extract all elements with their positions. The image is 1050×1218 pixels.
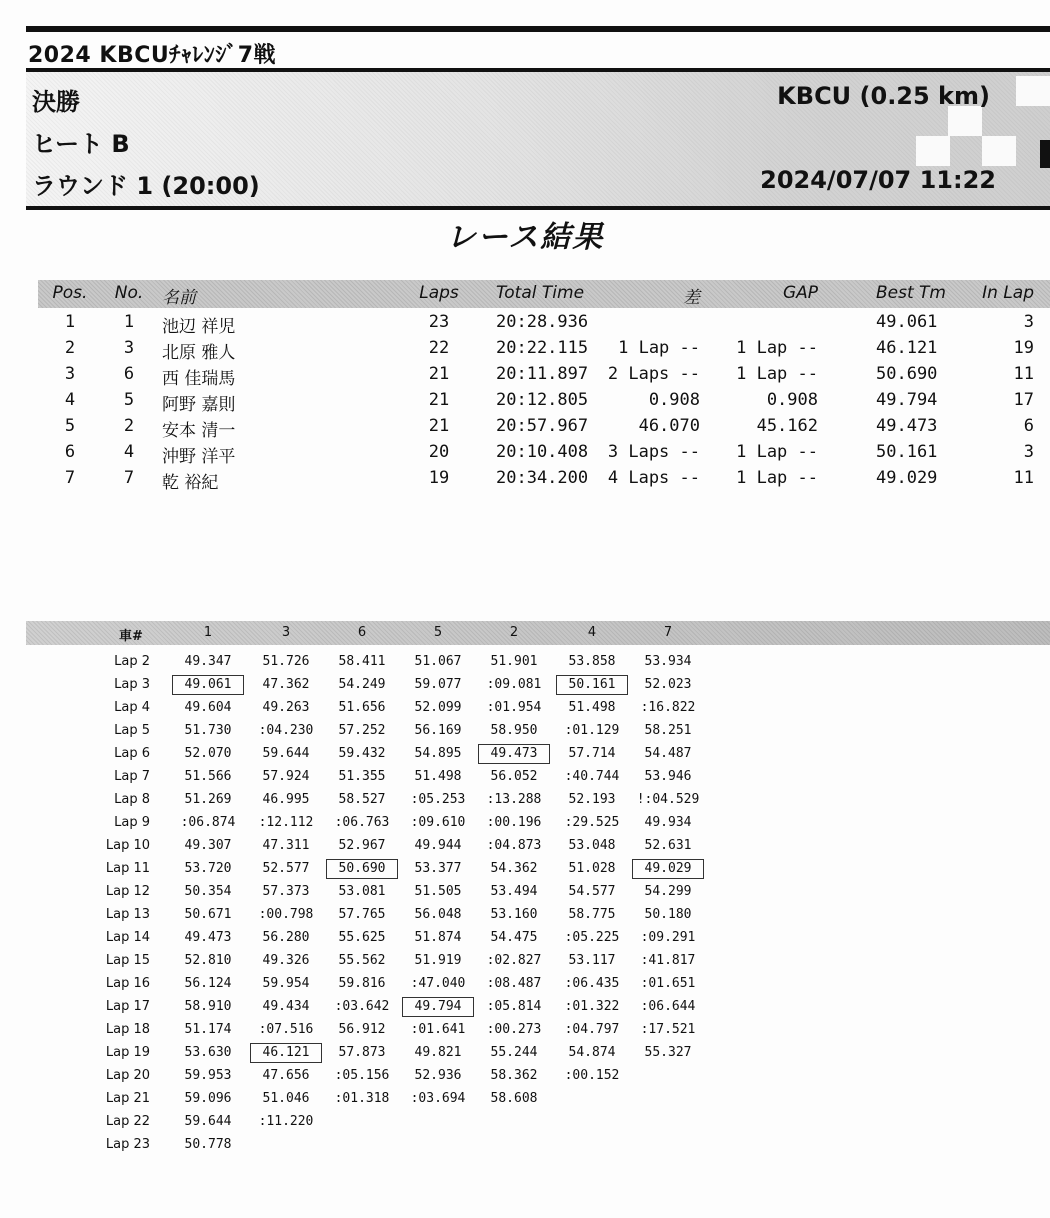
lap-time-cell: 59.644 [184,1114,232,1129]
result-laps: 19 [428,468,450,488]
lap-time-cell: 53.160 [490,907,538,922]
lap-time-cell: 52.936 [414,1068,462,1083]
lap-time-cell: 53.117 [568,953,616,968]
lap-label: Lap 8 [114,792,150,807]
result-diff: 2 Laps -- [607,364,700,384]
best-lap-time-cell: 49.473 [478,744,550,764]
lap-row [0,723,1050,746]
lap-time-cell: 53.048 [568,838,616,853]
result-gap: 1 Lap -- [736,442,818,462]
lap-label: Lap 5 [114,723,150,738]
lap-time-cell: 55.625 [338,930,386,945]
round-info: ラウンド 1 (20:00) [32,172,260,200]
lap-time-cell: 57.765 [338,907,386,922]
lap-row [0,1068,1050,1091]
result-total-time: 20:10.408 [496,442,589,462]
lap-time-cell: 49.326 [262,953,310,968]
result-driver-name: 池辺 祥児 [162,317,236,337]
lap-time-cell: 51.355 [338,769,386,784]
lap-label: Lap 11 [105,861,150,876]
result-laps: 21 [428,364,450,384]
lap-time-cell: 52.967 [338,838,386,853]
lap-time-cell: :04.873 [486,838,542,853]
lap-row [0,930,1050,953]
result-row [0,364,1050,390]
lap-time-cell: 53.630 [184,1045,232,1060]
result-total-time: 20:22.115 [496,338,589,358]
lap-time-cell: 51.046 [262,1091,310,1106]
lap-time-cell: 59.816 [338,976,386,991]
result-car-number: 5 [123,390,135,410]
lap-time-cell: 47.311 [262,838,310,853]
result-row [0,468,1050,494]
lap-time-cell: 54.299 [644,884,692,899]
result-in-lap: 17 [1013,390,1034,410]
lap-time-cell: 59.077 [414,677,462,692]
result-gap: 1 Lap -- [736,364,818,384]
lap-label: Lap 7 [114,769,150,784]
lap-label: Lap 3 [114,677,150,692]
lap-time-cell: :09.291 [640,930,696,945]
result-diff: 46.070 [638,416,700,436]
lap-time-cell: 51.730 [184,723,232,738]
lap-time-cell: 59.953 [184,1068,232,1083]
lap-row [0,746,1050,769]
lap-row [0,677,1050,700]
lap-time-cell: !:04.529 [636,792,700,807]
lap-time-cell: 55.327 [644,1045,692,1060]
lap-time-cell: 57.924 [262,769,310,784]
track-info: KBCU (0.25 km) [777,82,990,110]
lap-time-cell: :01.129 [564,723,620,738]
lap-label: Lap 21 [105,1091,150,1106]
col-header-no: No. [114,283,144,303]
lap-time-cell: 51.505 [414,884,462,899]
lap-time-cell: :01.318 [334,1091,390,1106]
checker-square [948,106,982,136]
lap-time-cell: :05.156 [334,1068,390,1083]
lap-time-cell: 51.269 [184,792,232,807]
lap-time-cell: 52.631 [644,838,692,853]
lap-time-cell: 49.944 [414,838,462,853]
lap-time-cell: 53.081 [338,884,386,899]
result-car-number: 4 [123,442,135,462]
lap-time-cell: :01.651 [640,976,696,991]
result-gap: 1 Lap -- [736,468,818,488]
lap-label: Lap 22 [105,1114,150,1129]
result-driver-name: 安本 清一 [162,421,236,441]
result-pos: 6 [64,442,76,462]
lap-time-cell: 47.362 [262,677,310,692]
car-column-header: 1 [203,625,213,640]
lap-time-cell: :07.516 [258,1022,314,1037]
results-header-row [38,280,1050,308]
result-diff: 4 Laps -- [607,468,700,488]
result-laps: 21 [428,390,450,410]
col-header-total: Total Time [496,283,585,303]
result-best-time: 46.121 [876,338,938,358]
result-diff: 3 Laps -- [607,442,700,462]
result-car-number: 7 [123,468,135,488]
col-header-diff: 差 [683,288,700,308]
result-car-number: 6 [123,364,135,384]
lap-row [0,700,1050,723]
event-title: 2024 KBCUﾁｬﾚﾝｼﾞ7戦 [28,43,277,68]
lap-time-cell: 57.714 [568,746,616,761]
lap-row [0,815,1050,838]
lap-time-cell: 50.778 [184,1137,232,1152]
lap-time-cell: 58.411 [338,654,386,669]
top-rule [26,26,1050,32]
lap-time-cell: 51.067 [414,654,462,669]
lap-time-cell: 53.494 [490,884,538,899]
car-column-header: 4 [587,625,597,640]
document-title: レース結果 [445,220,605,255]
lap-row [0,792,1050,815]
lap-row [0,769,1050,792]
col-header-best: Best Tm [876,283,946,303]
best-lap-time-cell: 46.121 [250,1043,322,1063]
result-pos: 1 [64,312,76,332]
lap-time-cell: 53.946 [644,769,692,784]
lap-time-cell: :05.225 [564,930,620,945]
lap-time-cell: 56.169 [414,723,462,738]
result-gap: 45.162 [756,416,818,436]
result-total-time: 20:12.805 [496,390,589,410]
result-gap: 0.908 [766,390,818,410]
lap-time-cell: 51.901 [490,654,538,669]
lap-time-cell: 54.487 [644,746,692,761]
lap-time-cell: 52.070 [184,746,232,761]
lap-time-cell: :13.288 [486,792,542,807]
lap-label: Lap 23 [105,1137,150,1152]
lap-time-cell: 56.124 [184,976,232,991]
lap-time-cell: 58.608 [490,1091,538,1106]
best-lap-time-cell: 50.690 [326,859,398,879]
lap-row [0,1114,1050,1137]
lap-time-cell: 58.527 [338,792,386,807]
lap-time-cell: 46.995 [262,792,310,807]
lap-label: Lap 4 [114,700,150,715]
car-column-header: 3 [281,625,291,640]
lap-label: Lap 2 [114,654,150,669]
result-total-time: 20:57.967 [496,416,589,436]
lap-time-cell: :06.644 [640,999,696,1014]
result-best-time: 49.473 [876,416,938,436]
lap-time-cell: 56.052 [490,769,538,784]
lap-time-cell: 49.263 [262,700,310,715]
result-row [0,442,1050,468]
lap-time-cell: :03.642 [334,999,390,1014]
checker-square [1040,140,1050,168]
lap-time-cell: 49.934 [644,815,692,830]
lap-time-cell: :47.040 [410,976,466,991]
lap-row [0,976,1050,999]
date-time: 2024/07/07 11:22 [760,166,996,194]
lap-time-cell: 54.249 [338,677,386,692]
lap-time-cell: 54.362 [490,861,538,876]
result-row [0,312,1050,338]
result-pos: 5 [64,416,76,436]
lap-time-cell: :04.797 [564,1022,620,1037]
lap-time-cell: :41.817 [640,953,696,968]
lap-time-cell: :05.253 [410,792,466,807]
result-in-lap: 11 [1013,364,1034,384]
result-diff: 0.908 [648,390,700,410]
best-lap-time-cell: 50.161 [556,675,628,695]
col-header-name: 名前 [162,288,196,308]
lap-row [0,861,1050,884]
lap-label: Lap 6 [114,746,150,761]
lap-label: Lap 14 [105,930,150,945]
lap-label: Lap 19 [105,1045,150,1060]
lap-time-cell: 57.252 [338,723,386,738]
lap-time-cell: 55.562 [338,953,386,968]
result-laps: 21 [428,416,450,436]
heat-name: ヒート B [32,130,130,158]
best-lap-time-cell: 49.794 [402,997,474,1017]
col-header-laps: Laps [419,283,459,303]
lap-time-cell: 59.954 [262,976,310,991]
result-row [0,416,1050,442]
lap-time-cell: 50.671 [184,907,232,922]
lap-time-cell: 58.910 [184,999,232,1014]
lap-time-cell: :29.525 [564,815,620,830]
checker-square [916,136,950,166]
col-header-pos: Pos. [52,283,88,303]
result-driver-name: 西 佳瑞馬 [162,369,236,389]
lap-time-cell: 51.498 [414,769,462,784]
lap-time-cell: 50.354 [184,884,232,899]
result-best-time: 50.161 [876,442,938,462]
col-header-gap: GAP [782,283,818,303]
lap-row [0,953,1050,976]
lap-time-cell: :12.112 [258,815,314,830]
lap-time-cell: :09.610 [410,815,466,830]
lap-row [0,884,1050,907]
lap-time-cell: :03.694 [410,1091,466,1106]
car-column-header: 7 [663,625,673,640]
result-diff: 1 Lap -- [618,338,700,358]
lap-time-cell: :06.435 [564,976,620,991]
lap-time-cell: :00.196 [486,815,542,830]
lap-time-cell: 50.180 [644,907,692,922]
lap-label: Lap 18 [105,1022,150,1037]
lap-time-cell: 52.577 [262,861,310,876]
lap-time-cell: :06.874 [180,815,236,830]
result-laps: 20 [428,442,450,462]
lap-time-cell: 47.656 [262,1068,310,1083]
result-best-time: 50.690 [876,364,938,384]
lap-time-cell: 51.874 [414,930,462,945]
lap-time-cell: 52.810 [184,953,232,968]
lap-time-cell: 55.244 [490,1045,538,1060]
result-in-lap: 3 [1023,312,1034,332]
lap-time-cell: :00.798 [258,907,314,922]
result-car-number: 3 [123,338,135,358]
lap-label: Lap 9 [114,815,150,830]
lap-label: Lap 15 [105,953,150,968]
lap-time-cell: 59.432 [338,746,386,761]
lap-time-cell: 54.874 [568,1045,616,1060]
lap-time-cell: :05.814 [486,999,542,1014]
result-in-lap: 11 [1013,468,1034,488]
lap-time-cell: :01.954 [486,700,542,715]
result-driver-name: 阿野 嘉則 [162,395,236,415]
result-best-time: 49.029 [876,468,938,488]
result-pos: 3 [64,364,76,384]
lap-time-cell: 49.473 [184,930,232,945]
lap-label: Lap 10 [105,838,150,853]
lap-time-cell: :01.322 [564,999,620,1014]
result-car-number: 2 [123,416,135,436]
result-laps: 23 [428,312,450,332]
car-column-header: 5 [433,625,443,640]
lap-time-cell: 54.895 [414,746,462,761]
result-in-lap: 3 [1023,442,1034,462]
lap-time-cell: 49.821 [414,1045,462,1060]
lap-time-cell: 51.174 [184,1022,232,1037]
lap-time-cell: 53.720 [184,861,232,876]
lap-row [0,1091,1050,1114]
result-in-lap: 6 [1023,416,1034,436]
lap-time-cell: 53.377 [414,861,462,876]
session-name: 決勝 [32,88,80,116]
car-column-header: 2 [509,625,519,640]
lap-row [0,1137,1050,1160]
lap-time-cell: 58.251 [644,723,692,738]
lap-time-cell: 56.280 [262,930,310,945]
lap-time-cell: 52.193 [568,792,616,807]
best-lap-time-cell: 49.061 [172,675,244,695]
lap-time-cell: :09.081 [486,677,542,692]
lap-time-cell: 56.912 [338,1022,386,1037]
lap-time-cell: :40.744 [564,769,620,784]
lap-label: Lap 17 [105,999,150,1014]
lap-time-cell: 51.498 [568,700,616,715]
result-driver-name: 沖野 洋平 [162,447,236,467]
lap-time-cell: :00.273 [486,1022,542,1037]
lap-time-cell: 51.656 [338,700,386,715]
lap-time-cell: :02.827 [486,953,542,968]
checker-square [982,136,1016,166]
best-lap-time-cell: 49.029 [632,859,704,879]
lap-time-cell: 49.347 [184,654,232,669]
result-driver-name: 北原 雅人 [162,343,236,363]
lap-time-cell: :17.521 [640,1022,696,1037]
result-gap: 1 Lap -- [736,338,818,358]
result-best-time: 49.794 [876,390,938,410]
lap-row [0,654,1050,677]
lap-time-cell: 49.307 [184,838,232,853]
lap-time-cell: 58.362 [490,1068,538,1083]
lap-time-cell: 56.048 [414,907,462,922]
result-total-time: 20:11.897 [496,364,589,384]
lap-label: Lap 20 [105,1068,150,1083]
lap-time-cell: 53.858 [568,654,616,669]
result-pos: 4 [64,390,76,410]
lap-time-cell: 59.644 [262,746,310,761]
session-banner [26,68,1050,210]
lap-time-cell: :08.487 [486,976,542,991]
lap-row [0,1045,1050,1068]
lap-time-cell: :16.822 [640,700,696,715]
lap-table-header [26,621,1050,645]
lap-label: Lap 16 [105,976,150,991]
result-best-time: 49.061 [876,312,938,332]
result-in-lap: 19 [1013,338,1034,358]
lap-time-cell: :01.641 [410,1022,466,1037]
lap-time-cell: 58.775 [568,907,616,922]
result-car-number: 1 [123,312,135,332]
lap-time-cell: 49.604 [184,700,232,715]
lap-time-cell: 51.726 [262,654,310,669]
lap-time-cell: 59.096 [184,1091,232,1106]
result-pos: 2 [64,338,76,358]
lap-time-cell: :04.230 [258,723,314,738]
lap-time-cell: 53.934 [644,654,692,669]
lap-time-cell: 49.434 [262,999,310,1014]
lap-time-cell: :11.220 [258,1114,314,1129]
result-row [0,338,1050,364]
lap-row [0,838,1050,861]
lap-label: Lap 13 [105,907,150,922]
lap-row [0,907,1050,930]
lap-time-cell: 58.950 [490,723,538,738]
result-laps: 22 [428,338,450,358]
lap-time-cell: 57.373 [262,884,310,899]
lap-time-cell: 57.873 [338,1045,386,1060]
lap-time-cell: 51.566 [184,769,232,784]
lap-time-cell: 52.099 [414,700,462,715]
lap-time-cell: 54.475 [490,930,538,945]
lap-time-cell: 51.028 [568,861,616,876]
lap-time-cell: 52.023 [644,677,692,692]
lap-time-cell: :00.152 [564,1068,620,1083]
lap-row [0,1022,1050,1045]
lap-row [0,999,1050,1022]
result-row [0,390,1050,416]
car-number-label: 車# [119,629,143,644]
lap-time-cell: 51.919 [414,953,462,968]
lap-label: Lap 12 [105,884,150,899]
result-total-time: 20:28.936 [496,312,589,332]
col-header-inlap: In Lap [982,283,1034,303]
car-column-header: 6 [357,625,367,640]
result-total-time: 20:34.200 [496,468,589,488]
result-driver-name: 乾 裕紀 [162,473,219,493]
lap-time-cell: :06.763 [334,815,390,830]
lap-time-cell: 54.577 [568,884,616,899]
checker-square [1016,76,1050,106]
result-pos: 7 [64,468,76,488]
